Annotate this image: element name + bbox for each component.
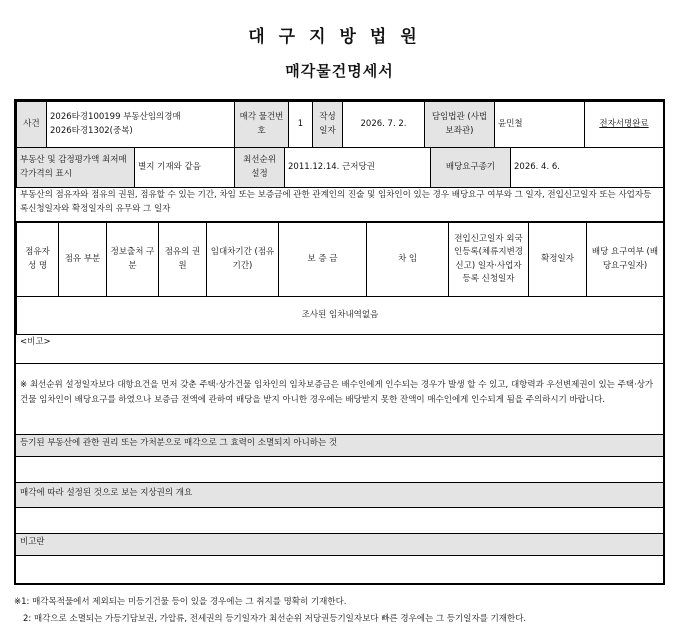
case-value — [47, 102, 235, 148]
footnote-1: ※1: 매각목적물에서 제외되는 미등기건물 등이 있을 경우에는 그 취지를 명확히 기재한다. — [14, 597, 347, 607]
tenant-notice: ※ 최선순위 설정일자보다 대항요건을 먼저 갖춘 주택·상가건물 임차인의 임차보증금은 배수인에게 인수되는 경우가 발생 할 수 있고, 대항력과 우선변제권이 있는 주택·상가건물 임차인이 배당요구를 하였으나 보증금 전액에 관하여 배당을 받지 아니한 경우에는 배당받지 못한 잔액이 매수인에게 인수되게 됨을 주의하시기 바랍니다. — [16, 364, 663, 435]
col-move-in-date: 전입신고일자 외국인등록(체류지변경신고) 일자·사업자등록 신청일자 — [449, 223, 529, 297]
registered-rights-value — [16, 457, 663, 483]
col-occupied-part: 점유 부분 — [59, 223, 107, 297]
footnotes — [14, 594, 669, 628]
col-occupant-name: 점유자 성 명 — [17, 223, 59, 297]
judge-value: 윤민철 — [495, 102, 585, 148]
occupancy-table — [16, 222, 664, 335]
case-info-table — [16, 101, 664, 148]
remarks-label: <비고> — [16, 334, 663, 364]
priority-value: 2011.12.14. 근저당권 — [285, 148, 431, 188]
priority-label: 최선순위 설정 — [235, 148, 285, 188]
surface-rights-label: 매각에 따라 설정된 것으로 보는 지상권의 개요 — [16, 483, 663, 508]
appraisal-table — [16, 147, 664, 188]
footnote-2: 2: 매각으로 소멸되는 가등기담보권, 가압류, 전세권의 등기일자가 최선순위 저당권등기일자보다 빠른 경우에는 그 등기일자를 기재한다. — [23, 614, 527, 624]
judge-label: 담임법관 (사법보좌관) — [425, 102, 495, 148]
appraisal-value: 별지 기재와 같음 — [135, 148, 235, 188]
case-number-duplicate: 2026타경1302(중복) — [50, 125, 133, 136]
col-dividend-request: 배당 요구여부 (배당요구일자) — [587, 223, 664, 297]
dividend-deadline-value: 2026. 4. 6. — [511, 148, 664, 188]
court-name: 대구지방법원 — [248, 27, 431, 47]
sale-item-value: 1 — [289, 102, 313, 148]
appraisal-label: 부동산 및 감정평가액 최저매각가격의 표시 — [17, 148, 135, 188]
sale-item-label: 매각 물건번호 — [235, 102, 289, 148]
case-label: 사건 — [17, 102, 47, 148]
col-possession-title: 점유의 권 원 — [159, 223, 207, 297]
occupancy-description: 부동산의 점유자와 점유의 권원, 점유할 수 있는 기간, 차임 또는 보증금에 관한 관계인의 진술 및 임차인이 있는 경우 배당요구 여부와 그 일자, 전입신고일자 또는 사업자등록신청일자와 확정일자의 유무와 그 일자 — [16, 187, 663, 222]
statement-form — [14, 99, 665, 585]
written-date-value: 2026. 7. 2. — [343, 102, 425, 148]
col-fixed-date: 확정일자 — [529, 223, 587, 297]
col-info-source: 정보출처 구 분 — [107, 223, 159, 297]
remarks-section-value — [16, 556, 663, 583]
no-lease-message: 조사된 임차내역없음 — [17, 297, 664, 335]
case-number-main: 2026타경100199 부동산임의경매 — [50, 112, 181, 123]
dividend-deadline-label: 배당요구종기 — [431, 148, 511, 188]
written-date-label: 작성 일자 — [313, 102, 343, 148]
surface-rights-value — [16, 508, 663, 534]
col-rent: 차 임 — [367, 223, 449, 297]
col-deposit: 보 증 금 — [279, 223, 367, 297]
document-title: 매각물건명세서 — [285, 62, 394, 80]
remarks-section-label: 비고란 — [16, 534, 663, 556]
registered-rights-label: 등기된 부동산에 관한 권리 또는 가처분으로 매각으로 그 효력이 소멸되지 아니하는 것 — [16, 435, 663, 457]
col-lease-period: 임대차기간 (점유기간) — [207, 223, 279, 297]
electronic-signature: 전자서명완료 — [585, 102, 664, 148]
